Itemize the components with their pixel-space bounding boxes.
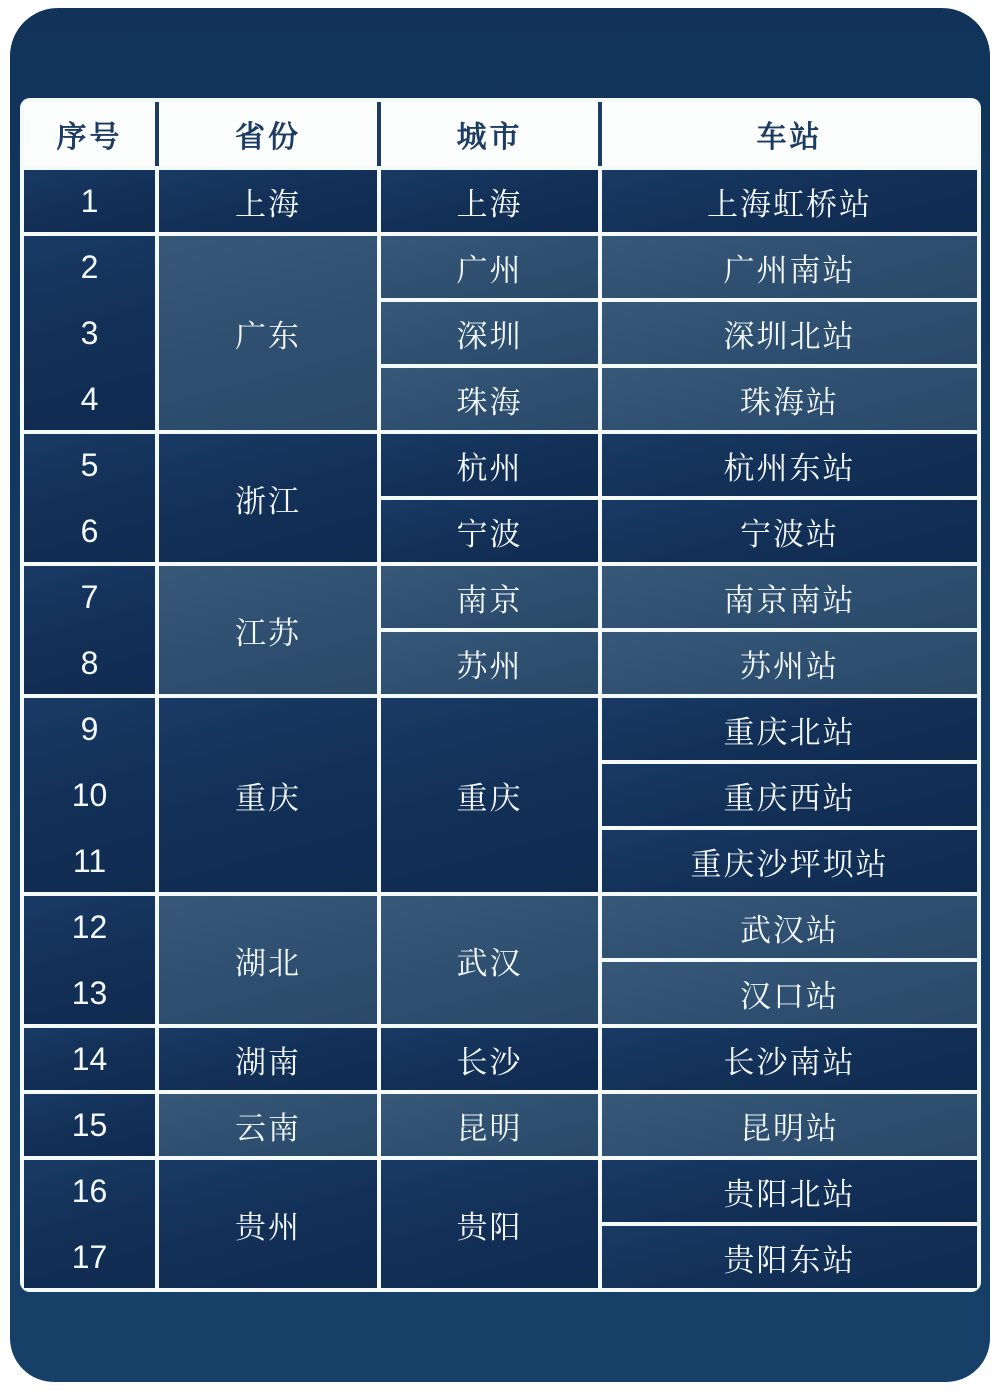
city-cell: 珠海 bbox=[381, 368, 598, 430]
number-group-cell bbox=[24, 698, 155, 892]
row-number: 17 bbox=[71, 1238, 108, 1275]
row-number: 16 bbox=[71, 1172, 108, 1209]
header-cell-0: 序号 bbox=[24, 102, 155, 166]
station-cell: 重庆沙坪坝站 bbox=[602, 830, 977, 892]
city-cell: 长沙 bbox=[381, 1028, 598, 1090]
province-cell: 江苏 bbox=[159, 566, 377, 694]
row-number: 1 bbox=[80, 182, 99, 219]
city-cell: 南京 bbox=[381, 566, 598, 628]
station-cell: 南京南站 bbox=[602, 566, 977, 628]
number-group-cell bbox=[24, 896, 155, 1024]
header-cell-1: 省份 bbox=[159, 102, 377, 166]
row-number: 11 bbox=[72, 842, 107, 879]
station-cell: 广州南站 bbox=[602, 236, 977, 298]
station-cell: 上海虹桥站 bbox=[602, 170, 977, 232]
province-cell: 重庆 bbox=[159, 698, 377, 892]
number-group-cell bbox=[24, 1160, 155, 1288]
city-cell: 广州 bbox=[381, 236, 598, 298]
city-cell: 昆明 bbox=[381, 1094, 598, 1156]
row-number: 10 bbox=[71, 776, 108, 813]
station-cell: 昆明站 bbox=[602, 1094, 977, 1156]
stations-table bbox=[20, 98, 981, 1292]
row-number: 13 bbox=[71, 974, 108, 1011]
city-cell: 苏州 bbox=[381, 632, 598, 694]
station-cell: 汉口站 bbox=[602, 962, 977, 1024]
station-cell: 杭州东站 bbox=[602, 434, 977, 496]
station-cell: 苏州站 bbox=[602, 632, 977, 694]
number-group-cell bbox=[24, 170, 155, 232]
row-number: 3 bbox=[80, 314, 99, 351]
station-cell: 贵阳北站 bbox=[602, 1160, 977, 1222]
city-cell: 贵阳 bbox=[381, 1160, 598, 1288]
station-cell: 长沙南站 bbox=[602, 1028, 977, 1090]
number-group-cell bbox=[24, 1094, 155, 1156]
station-cell: 重庆北站 bbox=[602, 698, 977, 760]
row-number: 8 bbox=[80, 644, 99, 681]
province-cell: 湖南 bbox=[159, 1028, 377, 1090]
row-number: 9 bbox=[80, 710, 99, 747]
row-number: 5 bbox=[80, 446, 99, 483]
row-number: 2 bbox=[80, 248, 99, 285]
station-cell: 贵阳东站 bbox=[602, 1226, 977, 1288]
row-number: 7 bbox=[80, 578, 99, 615]
province-cell: 贵州 bbox=[159, 1160, 377, 1288]
province-cell: 湖北 bbox=[159, 896, 377, 1024]
number-group-cell bbox=[24, 434, 155, 562]
city-cell: 宁波 bbox=[381, 500, 598, 562]
row-number: 6 bbox=[80, 512, 99, 549]
header-cell-2: 城市 bbox=[381, 102, 598, 166]
header-cell-3: 车站 bbox=[602, 102, 977, 166]
province-cell: 上海 bbox=[159, 170, 377, 232]
row-number: 14 bbox=[71, 1040, 108, 1077]
number-group-cell bbox=[24, 1028, 155, 1090]
row-number: 12 bbox=[71, 908, 108, 945]
city-cell: 上海 bbox=[381, 170, 598, 232]
number-group-cell bbox=[24, 236, 155, 430]
station-cell: 深圳北站 bbox=[602, 302, 977, 364]
province-cell: 广东 bbox=[159, 236, 377, 430]
city-cell: 武汉 bbox=[381, 896, 598, 1024]
navy-background-panel bbox=[10, 8, 990, 1382]
station-cell: 宁波站 bbox=[602, 500, 977, 562]
city-cell: 重庆 bbox=[381, 698, 598, 892]
row-number: 15 bbox=[71, 1106, 108, 1143]
city-cell: 深圳 bbox=[381, 302, 598, 364]
province-cell: 浙江 bbox=[159, 434, 377, 562]
station-cell: 武汉站 bbox=[602, 896, 977, 958]
station-cell: 重庆西站 bbox=[602, 764, 977, 826]
station-cell: 珠海站 bbox=[602, 368, 977, 430]
number-group-cell bbox=[24, 566, 155, 694]
province-cell: 云南 bbox=[159, 1094, 377, 1156]
row-number: 4 bbox=[80, 380, 99, 417]
city-cell: 杭州 bbox=[381, 434, 598, 496]
